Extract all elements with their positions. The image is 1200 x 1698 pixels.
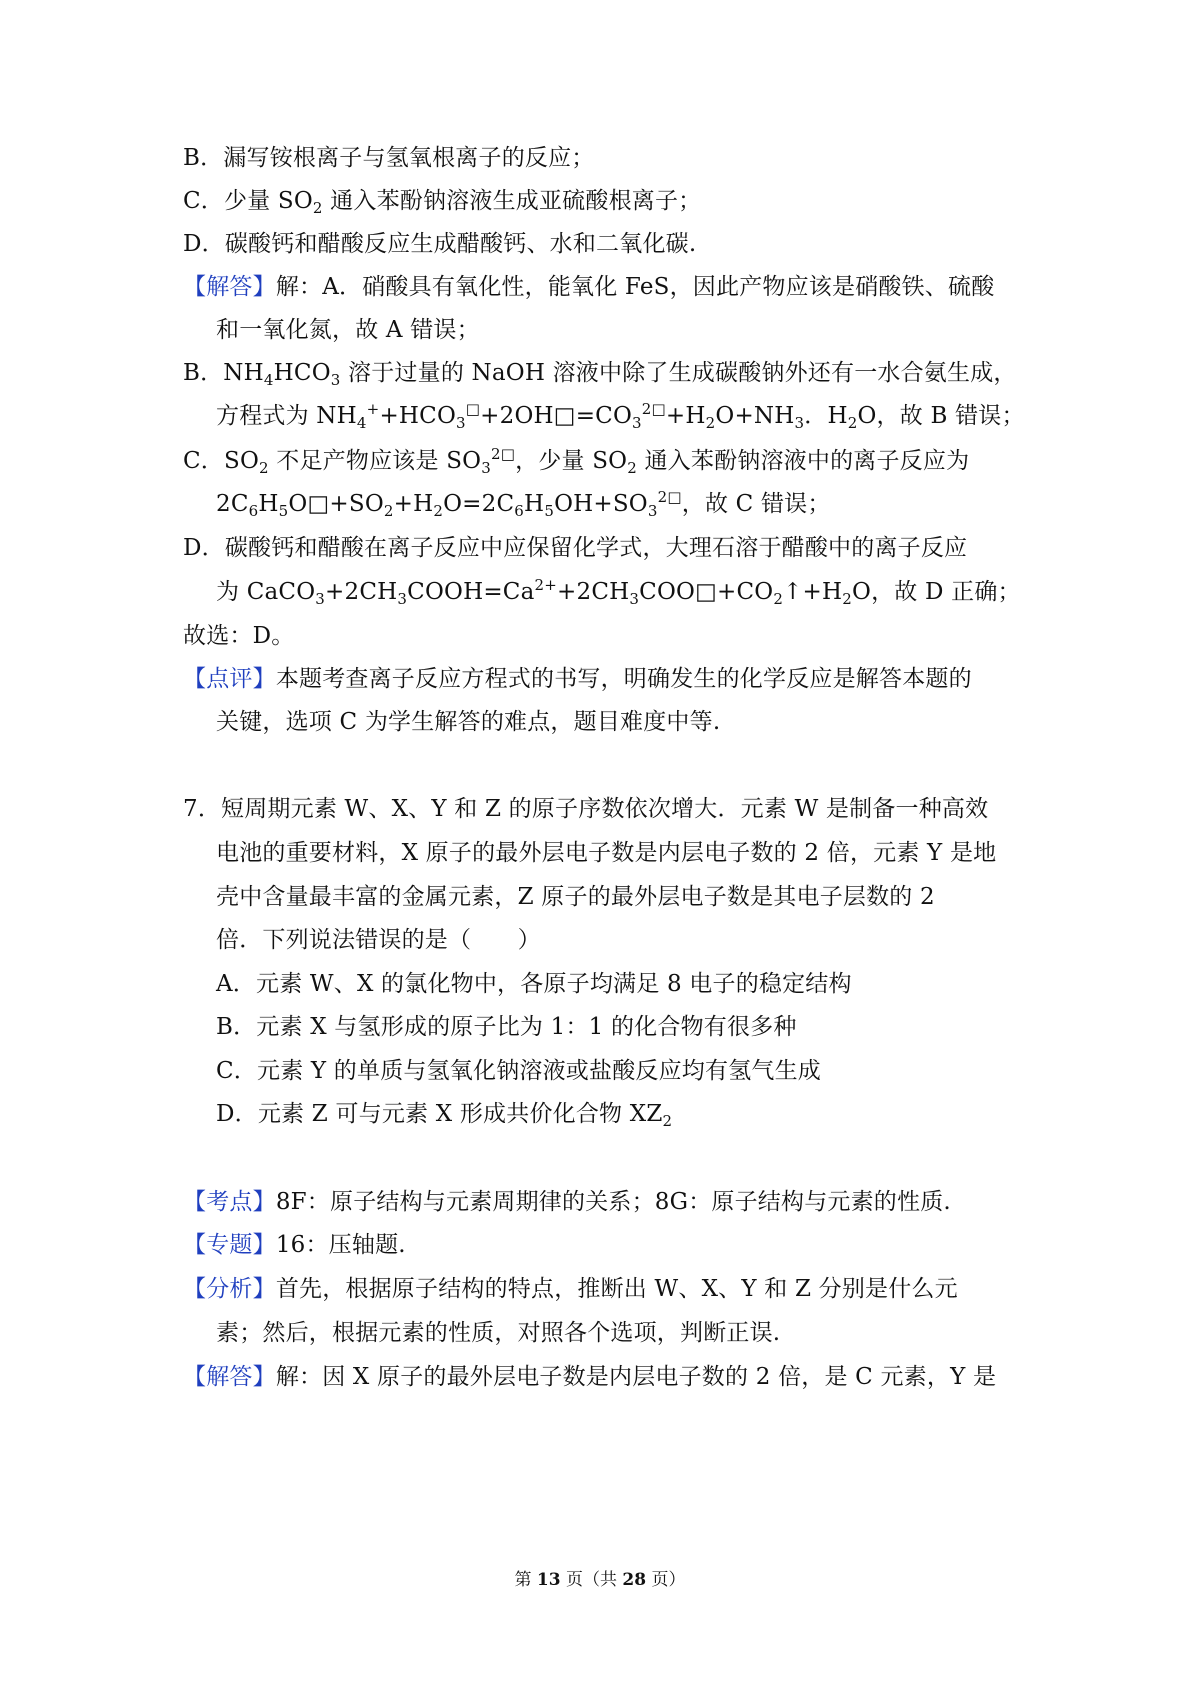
question-7-stem: 7．短周期元素 W、X、Y 和 Z 的原子序数依次增大．元素 W 是制备一种高效 (183, 796, 989, 822)
analysis-option-b (183, 142, 595, 174)
answer-line: D．碳酸钙和醋酸在离子反应中应保留化学式，大理石溶于醋酸中的离子反应 (183, 535, 968, 561)
page-number: 13 (536, 1570, 561, 1590)
question-7-line: 电池的重要材料，X 原子的最外层电子数是内层电子数的 2 倍，元素 Y 是地 (216, 840, 997, 866)
analysis-line: 素；然后，根据元素的性质，对照各个选项，判断正误. (216, 1320, 781, 1346)
answer-equation: 方程式为 $NH_4^++HCO_3^□+2OH□=CO_3^{2□}+H_2O+NH_3$．$H_2O$，故 B 错误； (216, 400, 1025, 432)
question-7-line: 壳中含量最丰富的金属元素，Z 原子的最外层电子数是其电子层数的 2 (216, 884, 935, 910)
question-7-option-a: A．元素 W、X 的氯化物中，各原子均满足 8 电子的稳定结构 (216, 971, 852, 997)
line-text: B．漏写铵根离子与氢氧根离子的反应； (183, 145, 595, 171)
section-tag: 【解答】 (183, 274, 276, 300)
answer-line: C．$SO_2$ 不足产物应该是 $SO_3^{2□}$，少量 $SO_2$ 通入苯酚钠溶液中的离子反应为 (183, 445, 970, 477)
comment-line: 关键，选项 C 为学生解答的难点，题目难度中等. (216, 709, 721, 735)
section-tag: 【点评】 (183, 666, 276, 692)
question-7-line: 倍．下列说法错误的是（ ） (216, 927, 541, 953)
section-tag: 【分析】 (183, 1276, 276, 1302)
topic: 【专题】16：压轴题. (183, 1232, 406, 1258)
comment-heading: 【点评】本题考查离子反应方程式的书写，明确发生的化学反应是解答本题的 (183, 666, 972, 692)
answer-heading-q6: 【解答】解：A．硝酸具有氧化性，能氧化 FeS，因此产物应该是硝酸铁、硫酸 (183, 274, 995, 300)
line-text: D．碳酸钙和醋酸反应生成醋酸钙、水和二氧化碳. (183, 231, 697, 257)
analysis-option-d (183, 228, 696, 260)
section-tag: 【专题】 (183, 1232, 276, 1258)
analysis-option-c: C．少量 $SO_2$ 通入苯酚钠溶液生成亚硫酸根离子； (183, 188, 702, 217)
analysis-heading: 【分析】首先，根据原子结构的特点，推断出 W、X、Y 和 Z 分别是什么元 (183, 1276, 958, 1302)
answer-heading-q7: 【解答】解：因 X 原子的最外层电子数是内层电子数的 2 倍，是 C 元素，Y 是 (183, 1364, 997, 1390)
answer-equation: $2C_6H_5O□+SO_2+H_2O=2C_6H_5OH+SO_3^{2□}$，故 C 错误； (216, 488, 831, 520)
page-footer: 第 13 页（共 28 页） (514, 1570, 686, 1590)
section-tag: 【考点】 (183, 1189, 276, 1215)
answer-choice: 故选：D。 (183, 623, 295, 649)
question-7-option-b: B．元素 X 与氢形成的原子比为 1：1 的化合物有很多种 (216, 1014, 797, 1040)
section-tag: 【解答】 (183, 1364, 276, 1390)
page-total: 28 (622, 1570, 647, 1590)
answer-line: 和一氧化氮，故 A 错误； (216, 317, 480, 343)
knowledge-point: 【考点】8F：原子结构与元素周期律的关系；8G：原子结构与元素的性质. (183, 1189, 951, 1215)
question-7-option-c: C．元素 Y 的单质与氢氧化钠溶液或盐酸反应均有氢气生成 (216, 1058, 822, 1084)
answer-line: B．$NH_4HCO_3$ 溶于过量的 NaOH 溶液中除了生成碳酸钠外还有一水合氨生成， (183, 360, 1017, 389)
answer-equation: 为 $CaCO_3+2CH_3COOH=Ca^{2+}+2CH_3COO□+CO_2↑+H_2O$，故 D 正确； (216, 576, 1021, 608)
question-7-option-d: D．元素 Z 可与元素 X 形成共价化合物 $XZ_2$ (216, 1101, 673, 1130)
